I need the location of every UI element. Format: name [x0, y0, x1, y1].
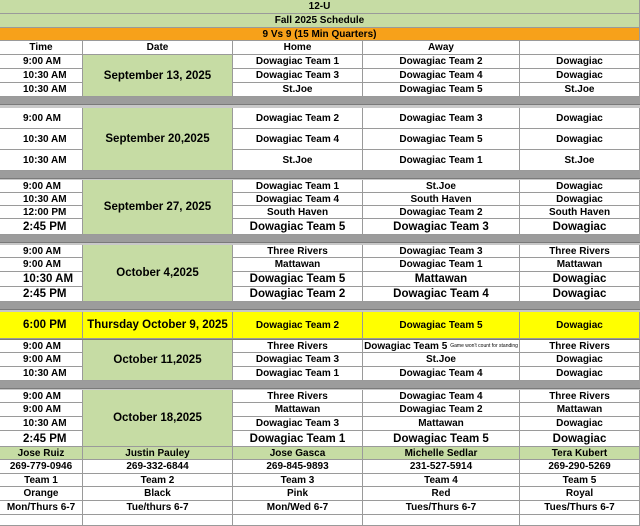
coach-phone: 269-332-6844: [83, 460, 233, 474]
empty-cell: [363, 515, 520, 526]
away-team: [363, 390, 520, 403]
away-team: [363, 69, 520, 83]
coach-phone: 269-779-0946: [0, 460, 83, 474]
home-team: Dowagiac Team 3: [233, 353, 363, 367]
away-team-name: Dowagiac Team 1: [399, 259, 483, 270]
game-time: 2:45 PM: [0, 287, 83, 302]
coach-practice: Tues/Thurs 6-7: [363, 501, 520, 515]
home-team: Dowagiac Team 2: [233, 287, 363, 302]
game-time: 10:30 AM: [0, 367, 83, 381]
game-time: 9:00 AM: [0, 340, 83, 353]
age-group-title: 12-U: [0, 0, 640, 14]
away-team-name: Dowagiac Team 1: [399, 154, 483, 166]
away-team: [363, 206, 520, 219]
game-field: Dowagiac: [520, 353, 640, 367]
game-time: 9:00 AM: [0, 108, 83, 129]
away-team-name: Mattawan: [418, 418, 464, 429]
date-cell: September 27, 2025: [83, 180, 233, 235]
home-team: Dowagiac Team 1: [233, 180, 363, 193]
col-header-field: [520, 41, 640, 55]
game-time: 9:00 AM: [0, 353, 83, 367]
away-team: [363, 219, 520, 235]
away-team-name: Mattawan: [414, 273, 468, 285]
away-team-name: Dowagiac Team 5: [399, 319, 483, 331]
coach-team: Team 3: [233, 474, 363, 487]
week-separator: [0, 381, 640, 389]
away-team: [363, 258, 520, 272]
game-field: Dowagiac: [520, 219, 640, 235]
home-team: Dowagiac Team 5: [233, 272, 363, 287]
away-team: [363, 150, 520, 171]
date-cell: September 20,2025: [83, 108, 233, 171]
game-time: 10:30 AM: [0, 83, 83, 97]
date-cell: October 11,2025: [83, 340, 233, 381]
away-team: [363, 129, 520, 150]
week-separator: [0, 171, 640, 179]
away-team-name: South Haven: [410, 193, 472, 205]
coach-phone: 269-845-9893: [233, 460, 363, 474]
game-time: 10:30 AM: [0, 272, 83, 287]
coach-name: Jose Gasca: [233, 447, 363, 460]
game-time: 10:30 AM: [0, 417, 83, 431]
game-field: Dowagiac: [520, 129, 640, 150]
game-time: 10:30 AM: [0, 193, 83, 206]
away-team: [363, 353, 520, 367]
home-team: St.Joe: [233, 150, 363, 171]
game-field: Dowagiac: [520, 180, 640, 193]
game-time: 9:00 AM: [0, 403, 83, 417]
home-team: Dowagiac Team 4: [233, 193, 363, 206]
game-time: 10:30 AM: [0, 69, 83, 83]
game-time: 10:30 AM: [0, 129, 83, 150]
game-field: Dowagiac: [520, 417, 640, 431]
away-team-name: Dowagiac Team 4: [399, 70, 483, 81]
game-field: Dowagiac: [520, 367, 640, 381]
game-field: Three Rivers: [520, 390, 640, 403]
away-team: [363, 83, 520, 97]
away-team: [363, 417, 520, 431]
home-team: Dowagiac Team 1: [233, 55, 363, 69]
away-team-name: Dowagiac Team 5: [399, 84, 483, 95]
empty-cell: [233, 515, 363, 526]
game-time: 9:00 AM: [0, 258, 83, 272]
home-team: Dowagiac Team 2: [233, 312, 363, 339]
away-team-name: Dowagiac Team 3: [393, 220, 489, 233]
game-field: Dowagiac: [520, 55, 640, 69]
coach-color: Red: [363, 487, 520, 501]
coach-phone: 231-527-5914: [363, 460, 520, 474]
away-team-name: St.Joe: [425, 354, 456, 365]
empty-cell: [83, 515, 233, 526]
game-field: Mattawan: [520, 258, 640, 272]
away-team-name: Dowagiac Team 2: [399, 56, 483, 67]
away-team-name: Dowagiac Team 4: [399, 368, 483, 379]
away-team-name: Dowagiac Team 5: [399, 133, 483, 145]
game-field: South Haven: [520, 206, 640, 219]
date-cell: September 13, 2025: [83, 55, 233, 97]
away-note: Game won't count for standing: [450, 343, 518, 349]
away-team: [363, 245, 520, 258]
coach-practice: Mon/Wed 6-7: [233, 501, 363, 515]
coach-color: Pink: [233, 487, 363, 501]
away-team: [363, 312, 520, 339]
home-team: Dowagiac Team 2: [233, 108, 363, 129]
coach-name: Jose Ruiz: [0, 447, 83, 460]
game-time: 9:00 AM: [0, 55, 83, 69]
col-header-time: Time: [0, 41, 83, 55]
home-team: Three Rivers: [233, 340, 363, 353]
away-team-name: Dowagiac Team 4: [393, 288, 489, 300]
game-time: 2:45 PM: [0, 219, 83, 235]
away-team-name: Dowagiac Team 3: [399, 245, 483, 257]
away-team-name: Dowagiac Team 3: [399, 112, 483, 124]
away-team: [363, 367, 520, 381]
away-team: [363, 431, 520, 447]
away-team: [363, 55, 520, 69]
col-header-date: Date: [83, 41, 233, 55]
game-time: 9:00 AM: [0, 245, 83, 258]
away-team: [363, 340, 520, 353]
coach-practice: Mon/Thurs 6-7: [0, 501, 83, 515]
home-team: Mattawan: [233, 403, 363, 417]
home-team: Dowagiac Team 5: [233, 219, 363, 235]
game-field: Dowagiac: [520, 287, 640, 302]
game-field: Dowagiac: [520, 69, 640, 83]
game-time: 2:45 PM: [0, 431, 83, 447]
home-team: Dowagiac Team 1: [233, 431, 363, 447]
away-team-name: Dowagiac Team 4: [399, 390, 483, 402]
coach-name: Tera Kubert: [520, 447, 640, 460]
coach-name: Justin Pauley: [83, 447, 233, 460]
col-header-home: Home: [233, 41, 363, 55]
away-team: [363, 193, 520, 206]
game-field: Three Rivers: [520, 340, 640, 353]
coach-color: Royal: [520, 487, 640, 501]
game-time: 10:30 AM: [0, 150, 83, 171]
week-separator: [0, 302, 640, 310]
week-separator: [0, 97, 640, 105]
away-team-name: Dowagiac Team 2: [399, 206, 483, 218]
coach-team: Team 5: [520, 474, 640, 487]
away-team-name: Dowagiac Team 5: [393, 432, 489, 445]
format-banner: 9 Vs 9 (15 Min Quarters): [0, 28, 640, 41]
home-team: South Haven: [233, 206, 363, 219]
empty-cell: [0, 515, 83, 526]
coach-practice: Tues/Thurs 6-7: [520, 501, 640, 515]
away-team-name: St.Joe: [425, 180, 456, 192]
season-title: Fall 2025 Schedule: [0, 14, 640, 28]
away-team: [363, 108, 520, 129]
game-field: Dowagiac: [520, 193, 640, 206]
game-field: St.Joe: [520, 150, 640, 171]
away-team-name: Dowagiac Team 5: [364, 340, 448, 352]
home-team: Three Rivers: [233, 390, 363, 403]
coach-name: Michelle Sedlar: [363, 447, 520, 460]
away-team-name: Dowagiac Team 2: [399, 404, 483, 415]
game-field: St.Joe: [520, 83, 640, 97]
away-team: [363, 403, 520, 417]
game-field: Dowagiac: [520, 431, 640, 447]
coach-color: Black: [83, 487, 233, 501]
home-team: Dowagiac Team 3: [233, 417, 363, 431]
away-team: [363, 180, 520, 193]
game-field: Three Rivers: [520, 245, 640, 258]
away-team: [363, 272, 520, 287]
empty-cell: [520, 515, 640, 526]
home-team: Three Rivers: [233, 245, 363, 258]
game-time: 12:00 PM: [0, 206, 83, 219]
date-cell: October 4,2025: [83, 245, 233, 302]
home-team: Dowagiac Team 4: [233, 129, 363, 150]
coach-team: Team 1: [0, 474, 83, 487]
week-separator: [0, 235, 640, 243]
col-header-away: Away: [363, 41, 520, 55]
coach-team: Team 2: [83, 474, 233, 487]
away-team: [363, 287, 520, 302]
coach-team: Team 4: [363, 474, 520, 487]
home-team: St.Joe: [233, 83, 363, 97]
game-time: 9:00 AM: [0, 180, 83, 193]
game-field: Mattawan: [520, 403, 640, 417]
game-time: 6:00 PM: [0, 312, 83, 339]
date-cell: Thursday October 9, 2025: [83, 312, 233, 339]
coach-phone: 269-290-5269: [520, 460, 640, 474]
coach-color: Orange: [0, 487, 83, 501]
home-team: Dowagiac Team 3: [233, 69, 363, 83]
date-cell: October 18,2025: [83, 390, 233, 447]
game-field: Dowagiac: [520, 312, 640, 339]
coach-practice: Tue/thurs 6-7: [83, 501, 233, 515]
home-team: Dowagiac Team 1: [233, 367, 363, 381]
home-team: Mattawan: [233, 258, 363, 272]
game-field: Dowagiac: [520, 272, 640, 287]
game-time: 9:00 AM: [0, 390, 83, 403]
game-field: Dowagiac: [520, 108, 640, 129]
